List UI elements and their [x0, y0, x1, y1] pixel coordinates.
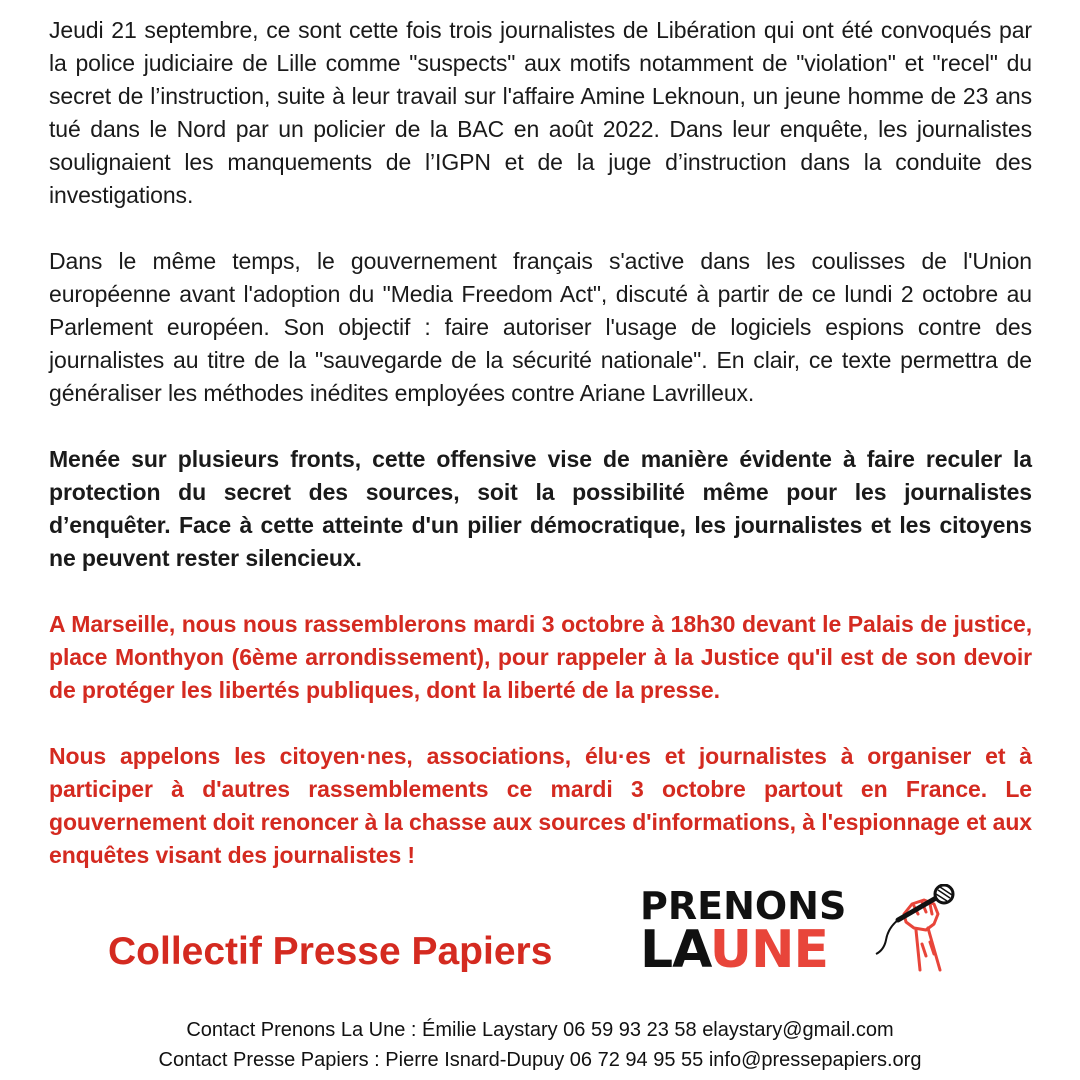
contact-prenons-la-une: Contact Prenons La Une : Émilie Laystary 06 59 93 23 58 elaystary@gmail.com: [186, 1019, 894, 1041]
paragraph-media-freedom-act: Dans le même temps, le gouvernement français s'active dans les coulisses de l'Union européenne avant l'adoption du "Media Freedom Act", discuté à partir de ce lundi 2 octobre au Parlement européen. Son objectif : faire autoriser l'usage de logiciels espions contre des journalistes au titre de la "sauvegarde de la sécurité nationale". En clair, ce texte permettra de généraliser les méthodes inédites employées contre Ariane Lavrilleux.: [49, 248, 1032, 406]
paragraph-marseille-rally: A Marseille, nous nous rassemblerons mardi 3 octobre à 18h30 devant le Palais de justice, place Monthyon (6ème arrondissement), pour rappeler à la Justice qu'il est de son devoir de protéger les libertés publiques, dont la liberté de la presse.: [49, 611, 1032, 703]
logo-word-une: UNE: [709, 920, 829, 980]
contact-presse-papiers: Contact Presse Papiers : Pierre Isnard-Dupuy 06 72 94 95 55 info@pressepapiers.org: [158, 1049, 922, 1071]
logo-word-la: LA: [640, 920, 710, 980]
paragraph-call-to-action: Nous appelons les citoyen·nes, associations, élu·es et journalistes à organiser et à participer à d'autres rassemblements ce mardi 3 octobre partout en France. Le gouvernement doit renoncer à la chasse aux sources d'informations, à l'espionnage et aux enquêtes visant des journalistes !: [49, 743, 1032, 868]
fist-microphone-icon: [864, 884, 960, 974]
prenons-la-une-logo: [640, 884, 960, 984]
paragraph-convocation: Jeudi 21 septembre, ce sont cette fois trois journalistes de Libération qui ont été convoqués par la police judiciaire de Lille comme "suspects" aux motifs notamment de "violation" et "recel" du secret de l’instruction, suite à leur travail sur l'affaire Amine Leknoun, un jeune homme de 23 ans tué dans le Nord par un policier de la BAC en août 2022. Dans leur enquête, les journalistes soulignaient les manquements de l’IGPN et de la juge d’instruction dans la conduite des investigations.: [49, 17, 1032, 208]
contacts-block: [0, 1015, 1080, 1075]
paragraph-offensive: Menée sur plusieurs fronts, cette offensive vise de manière évidente à faire reculer la protection du secret des sources, soit la possibilité même pour les journalistes d’enquêter. Face à cette atteinte d'un pilier démocratique, les journalistes et les citoyens ne peuvent rester silencieux.: [49, 446, 1032, 571]
signature-collectif: Collectif Presse Papiers: [108, 930, 553, 973]
logo-line-la-une: [640, 920, 828, 980]
logo-line-prenons: PRENONS: [640, 884, 847, 928]
press-release-body: [49, 14, 1032, 905]
